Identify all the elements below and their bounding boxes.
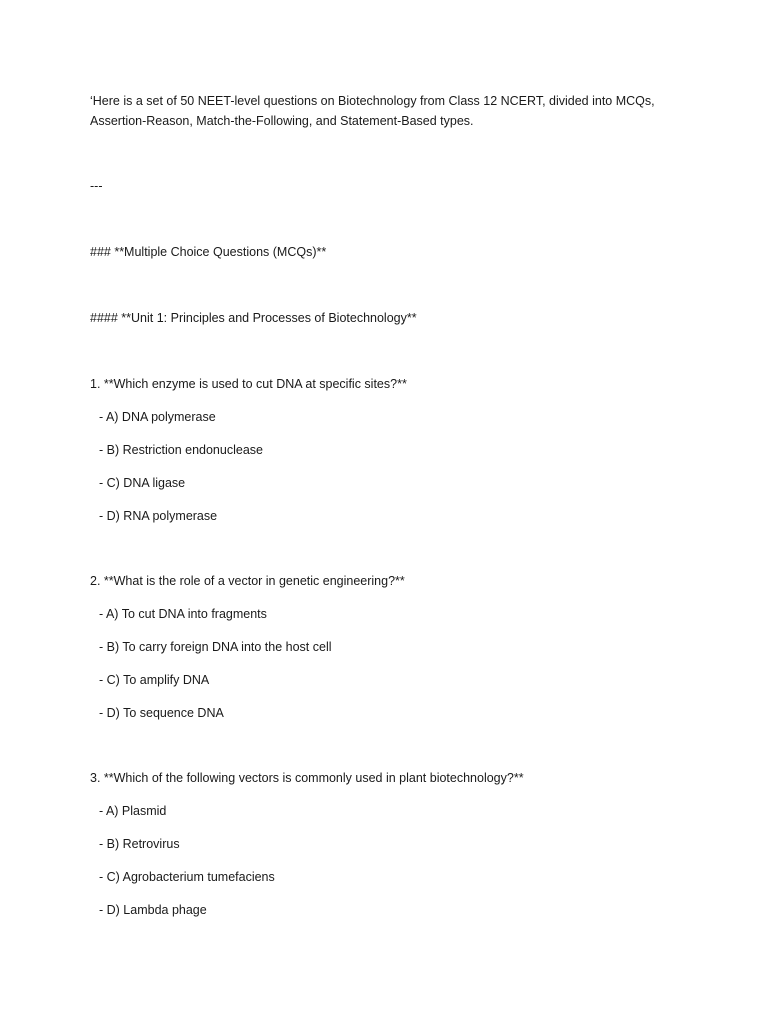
- question-2-option-c: - C) To amplify DNA: [99, 673, 210, 687]
- question-1-option-b: - B) Restriction endonuclease: [99, 443, 263, 457]
- question-2-option-d: - D) To sequence DNA: [99, 706, 224, 720]
- question-2-option-a: - A) To cut DNA into fragments: [99, 607, 267, 621]
- question-2: 2. **What is the role of a vector in genetic engineering?**: [90, 574, 405, 588]
- question-1-option-d: - D) RNA polymerase: [99, 509, 218, 523]
- question-3-option-b: - B) Retrovirus: [99, 837, 180, 851]
- intro-line-2: Assertion-Reason, Match-the-Following, and Statement-Based types.: [90, 114, 474, 128]
- question-1-option-c: - C) DNA ligase: [99, 476, 186, 490]
- question-2-option-b: - B) To carry foreign DNA into the host cell: [99, 640, 332, 654]
- question-3-option-a: - A) Plasmid: [99, 804, 167, 818]
- question-1-option-a: - A) DNA polymerase: [99, 410, 216, 424]
- question-3-option-d: - D) Lambda phage: [99, 903, 207, 917]
- separator: ---: [90, 179, 103, 193]
- intro-line-1: ‘Here is a set of 50 NEET-level questions on Biotechnology from Class 12 NCERT, divided into MCQs,: [90, 94, 655, 108]
- unit-heading: #### **Unit 1: Principles and Processes of Biotechnology**: [90, 311, 417, 325]
- question-3-option-c: - C) Agrobacterium tumefaciens: [99, 870, 275, 884]
- question-3: 3. **Which of the following vectors is commonly used in plant biotechnology?**: [90, 771, 524, 785]
- section-heading: ### **Multiple Choice Questions (MCQs)**: [90, 245, 327, 259]
- question-1: 1. **Which enzyme is used to cut DNA at specific sites?**: [90, 377, 407, 391]
